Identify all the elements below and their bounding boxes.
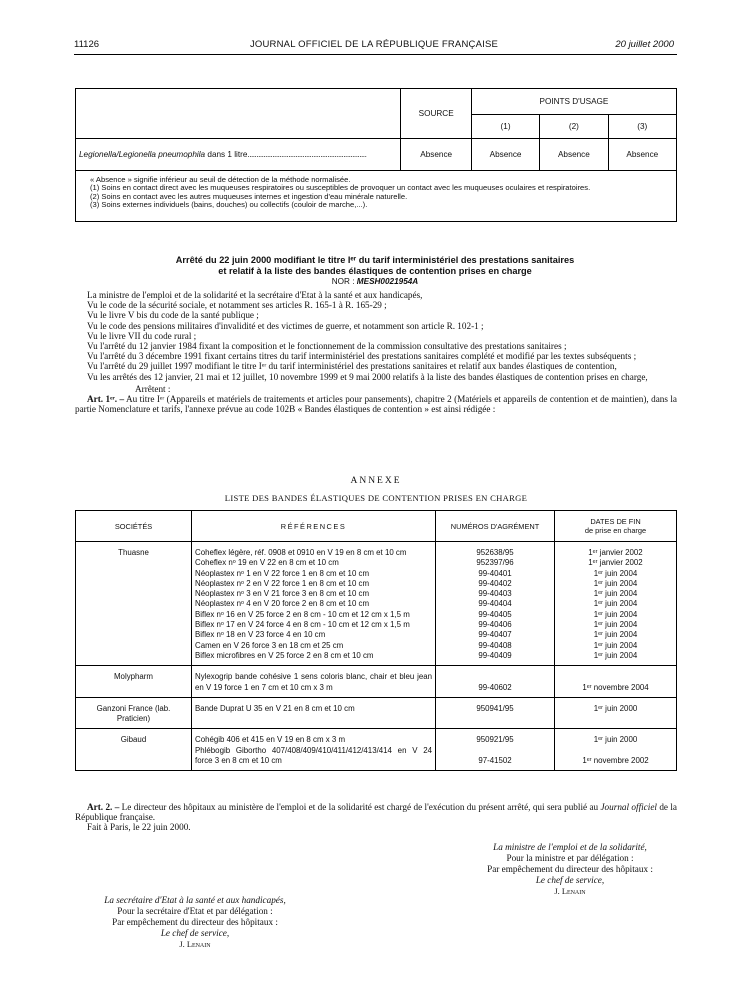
societe-name: Molypharm <box>76 666 192 698</box>
page-header <box>74 39 674 53</box>
societe-name: Ganzoni France (lab. Praticien) <box>76 697 192 729</box>
nor-reference: NOR : MESH0021954A <box>331 277 419 286</box>
empty-header-cell <box>76 89 401 139</box>
dates-cell: 1ᵉʳ juin 2000 <box>555 697 677 729</box>
references-cell: Bande Duprat U 35 en V 21 en 8 cm et 10 cm <box>192 697 436 729</box>
numeros-cell: 952638/95 952397/96 99-40401 99-40402 99-40403 99-40404 99-40405 99-40406 99-40407 99-40408 99-40409 <box>436 542 555 666</box>
societe-name: Thuasne <box>76 542 192 666</box>
references-cell: Cohégib 406 et 415 en V 19 en 8 cm x 3 m Phlébogib Gibortho 407/408/409/410/411/412/413/414 en V 24 force 3 en 8 cm et 10 cm <box>192 729 436 771</box>
col-3-header: (3) <box>608 115 676 139</box>
col-2-value: Absence <box>540 139 608 171</box>
table-row <box>76 666 677 698</box>
arretent: Arrêtent : <box>135 383 171 394</box>
journal-title: JOURNAL OFFICIEL DE LA RÉPUBLIQUE FRANÇAISE <box>249 39 499 50</box>
societes-header: SOCIÉTÉS <box>76 511 192 542</box>
annexe-subtitle: LISTE DES BANDES ÉLASTIQUES DE CONTENTION PRISES EN CHARGE <box>224 493 528 503</box>
visa-2: Vu le livre V bis du code de la santé publique ; <box>87 310 259 321</box>
signature-secretaire: La secrétaire d'Etat à la santé et aux handicapés, Pour la secrétaire d'Etat et par délégation : Par empêchement du directeur des hôpitaux : Le chef de service, J. Lenain <box>104 895 286 949</box>
visa-5: Vu l'arrêté du 12 janvier 1984 fixant la composition et le fonctionnement de la commission consultative des prestations sanitaires ; <box>87 341 567 352</box>
col-1-header: (1) <box>471 115 539 139</box>
legionella-row-label: Legionella/Legionella pneumophila dans 1 litre................................................................... <box>76 139 401 171</box>
table-notes <box>75 171 677 222</box>
article-2: Art. 2. – Le directeur des hôpitaux au ministère de l'emploi et de la solidarité est chargé de l'exécution du présent arrêté, qui sera publié au Journal officiel de la République française. Fait à Paris, le 22 juin 2000. <box>75 802 677 833</box>
visa-7: Vu l'arrêté du 29 juillet 1997 modifiant le titre Iᵉʳ du tarif interministériel des prestations sanitaires et relatif aux bandes élastiques de contention, <box>87 361 617 372</box>
note-3: (3) Soins externes individuels (bains, douches) ou collectifs (couloir de marche,...). <box>90 200 368 210</box>
page-number: 11126 <box>74 39 100 50</box>
issue-date: 20 juillet 2000 <box>615 39 674 50</box>
dates-cell: 1ᵉʳ novembre 2004 <box>555 666 677 698</box>
points-usage-header: POINTS D'USAGE <box>471 89 676 115</box>
note-absence: « Absence » signifie inférieur au seuil de détection de la méthode normalisée. <box>90 175 351 184</box>
references-cell: Nylexogrip bande cohésive 1 sens coloris blanc, chair et bleu jean en V 19 force 1 en 7 cm et 10 cm x 3 m <box>192 666 436 698</box>
bandes-table <box>75 510 677 771</box>
arrete-title: Arrêté du 22 juin 2000 modifiant le titre Iᵉʳ du tarif interministériel des prestations sanitaires et relatif à la liste des bandes élastiques de contention prises en charge <box>175 255 575 276</box>
table-row <box>76 697 677 729</box>
visa-1: Vu le code de la sécurité sociale, et notamment ses articles R. 165-1 à R. 165-29 ; <box>87 300 387 311</box>
numeros-header: NUMÉROS D'AGRÉMENT <box>436 511 555 542</box>
dates-cell: 1ᵉʳ juin 2000 1ᵉʳ novembre 2002 <box>555 729 677 771</box>
societe-name: Gibaud <box>76 729 192 771</box>
col-1-value: Absence <box>471 139 539 171</box>
col-2-header: (2) <box>540 115 608 139</box>
table-row <box>76 729 677 771</box>
visa-6: Vu l'arrêté du 3 décembre 1991 fixant certains titres du tarif interministériel des prestations sanitaires complété et modifié par les textes subséquents ; <box>87 351 637 362</box>
header-rule <box>74 54 677 55</box>
dates-cell: 1ᵉʳ janvier 2002 1ᵉʳ janvier 2002 1ᵉʳ juin 2004 1ᵉʳ juin 2004 1ᵉʳ juin 2004 1ᵉʳ juin 2004 1ᵉʳ juin 2004 1ᵉʳ juin 2004 1ᵉʳ juin 2004 1ᵉʳ juin 2004 1ᵉʳ juin 2004 <box>555 542 677 666</box>
nor-code: MESH0021954A <box>356 277 419 286</box>
preamble: La ministre de l'emploi et de la solidarité et la secrétaire d'Etat à la santé et aux handicapés, <box>87 290 423 300</box>
source-header: SOURCE <box>401 89 471 139</box>
note-1: (1) Soins en contact direct avec les muqueuses respiratoires ou susceptibles de provoquer un contact avec les muqueuses oculaires et respiratoires. <box>90 183 591 193</box>
numeros-cell: 950941/95 <box>436 697 555 729</box>
fait-a-paris: Fait à Paris, le 22 juin 2000. <box>87 822 191 833</box>
dates-header: DATES DE FIN de prise en charge <box>555 511 677 542</box>
numeros-cell: 950921/95 97-41502 <box>436 729 555 771</box>
visa-8: Vu les arrêtés des 12 janvier, 21 mai et 12 juillet, 10 novembre 1999 et 9 mai 2000 relatifs à la liste des bandes élastiques de contention prises en charge, <box>87 371 648 382</box>
arrete-body <box>75 290 677 414</box>
numeros-cell: 99-40602 <box>436 666 555 698</box>
col-3-value: Absence <box>608 139 676 171</box>
references-cell: Coheflex légère, réf. 0908 et 0910 en V 19 en 8 cm et 10 cm Coheflex nᵒ 19 en V 22 en 8 cm et 10 cm Néoplastex nᵒ 1 en V 22 force 1 en 8 cm et 10 cm Néoplastex nᵒ 2 en V 22 force 1 en 8 cm et 10 cm Néoplastex nᵒ 3 en V 21 force 3 en 8 cm et 10 cm Néoplastex nᵒ 4 en V 20 force 2 en 8 cm et 10 cm Biflex nᵒ 16 en V 25 force 2 en 8 cm - 10 cm et 12 cm x 1,5 m Biflex nᵒ 17 en V 24 force 4 en 8 cm - 10 cm et 12 cm x 1,5 m Biflex nᵒ 18 en V 23 force 4 en 10 cm Camen en V 26 force 3 en 18 cm et 25 cm Biflex microfibres en V 25 force 2 en 8 cm et 10 cm <box>192 542 436 666</box>
source-value: Absence <box>401 139 471 171</box>
annexe-title: ANNEXE <box>350 476 402 486</box>
article-1: Art. 1ᵉʳ. – Au titre Iᵉʳ (Appareils et matériels de traitements et articles pour pansements), chapitre 2 (Matériels et appareils de contention et de maintien), dans la partie Nomenclature et tarifs, l'annexe prévue au code 102B « Bandes élastiques de contention » est ainsi rédigée : <box>75 394 677 415</box>
references-header: RÉFÉRENCES <box>192 511 436 542</box>
signature-ministre: La ministre de l'emploi et de la solidarité, Pour la ministre et par délégation : Par empêchement du directeur des hôpitaux : Le chef de service, J. Lenain <box>487 842 653 896</box>
visa-3: Vu le code des pensions militaires d'invalidité et des victimes de guerre, et notamment son article R. 102-1 ; <box>87 320 484 331</box>
legionella-table <box>75 88 677 171</box>
table-row <box>76 542 677 666</box>
note-2: (2) Soins en contact avec les autres muqueuses internes et ingestion d'eau minérale naturelle. <box>90 191 408 201</box>
visa-4: Vu le livre VII du code rural ; <box>87 330 197 341</box>
